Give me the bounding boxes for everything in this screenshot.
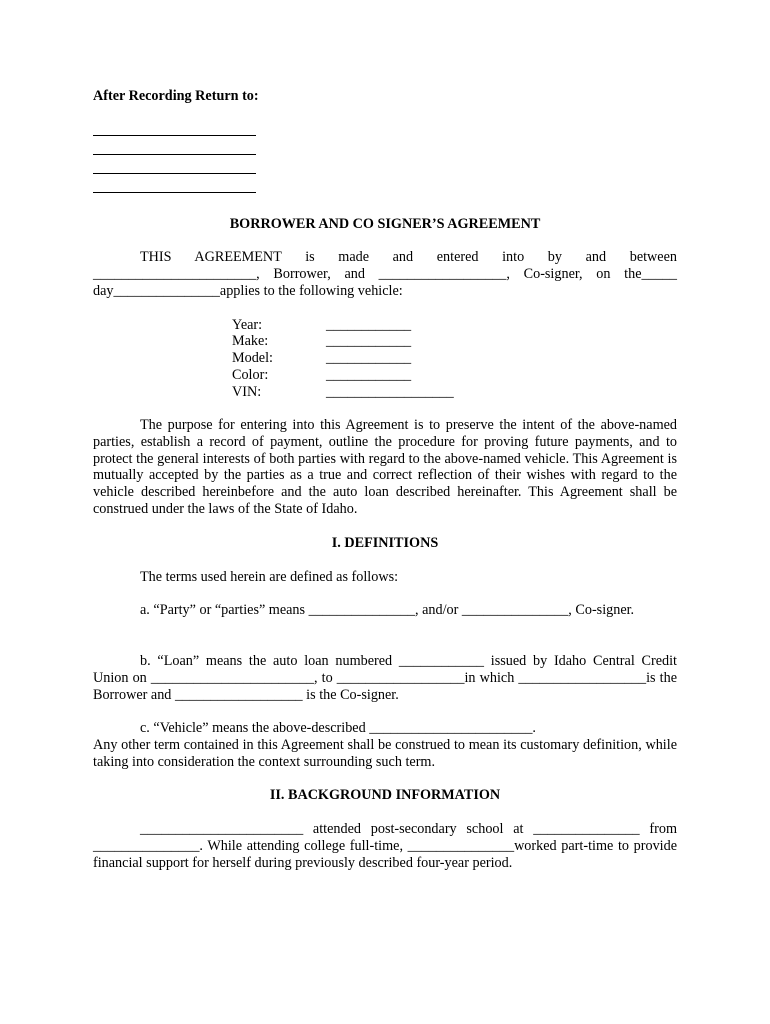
return-address-line-1: [93, 135, 256, 136]
vehicle-color-blank: ____________: [326, 367, 412, 383]
vehicle-model-label: Model:: [232, 350, 273, 366]
return-address-line-4: [93, 192, 256, 193]
background-heading: II. BACKGROUND INFORMATION: [269, 787, 501, 803]
background-paragraph: [93, 821, 677, 871]
intro-line-2: _______________________, Borrower, and __________________, Co-signer, on the_____: [93, 266, 677, 282]
intro-line-3: day_______________applies to the following vehicle:: [93, 283, 403, 299]
vehicle-color-label: Color:: [232, 367, 269, 383]
definitions-heading: I. DEFINITIONS: [331, 535, 439, 551]
definitions-intro: The terms used herein are defined as follows:: [140, 569, 399, 585]
definition-b: [93, 653, 677, 703]
purpose-paragraph: [93, 417, 677, 518]
intro-line-1: THIS AGREEMENT is made and entered into by and between: [140, 249, 677, 265]
vehicle-make-blank: ____________: [326, 333, 412, 349]
vehicle-year-blank: ____________: [326, 317, 412, 333]
definition-a-text: a. “Party” or “parties” means _______________, and/or _______________, Co-signer.: [140, 602, 635, 618]
definition-c: [93, 720, 677, 737]
vehicle-vin-label: VIN:: [232, 384, 262, 400]
document-title: BORROWER AND CO SIGNER’S AGREEMENT: [229, 216, 541, 232]
definitions-closing: Any other term contained in this Agreement shall be construed to mean its customary definition, while taking into consideration the context surrounding such term.: [93, 737, 677, 770]
document-page: [93, 0, 677, 1024]
vehicle-vin-blank: __________________: [326, 384, 454, 400]
return-to-label: After Recording Return to:: [93, 88, 259, 104]
definition-b-text: b. “Loan” means the auto loan numbered ____________ issued by Idaho Central Credit Union on _______________________, to __________________in which __________________is the Borrower and __________________ is the Co-signer.: [93, 653, 677, 703]
vehicle-year-label: Year:: [232, 317, 263, 333]
definition-a: [93, 602, 677, 619]
background-text: _______________________ attended post-secondary school at _______________ from _______________. While attending college full-time, _______________worked part-time to provide financial support for herself during previously described four-year period.: [93, 821, 677, 871]
definition-c-text: c. “Vehicle” means the above-described _______________________.: [140, 720, 536, 736]
vehicle-make-label: Make:: [232, 333, 269, 349]
vehicle-model-blank: ____________: [326, 350, 412, 366]
purpose-text: The purpose for entering into this Agreement is to preserve the intent of the above-named parties, establish a record of payment, outline the procedure for proving future payments, and to protect the general interests of both parties with regard to the above-named vehicle. This Agreement is mutually accepted by the parties as a true and correct reflection of their wishes with regard to the vehicle described hereinbefore and the auto loan described hereinafter. This Agreement shall be construed under the laws of the State of Idaho.: [93, 417, 677, 517]
return-address-line-2: [93, 154, 256, 155]
return-address-line-3: [93, 173, 256, 174]
